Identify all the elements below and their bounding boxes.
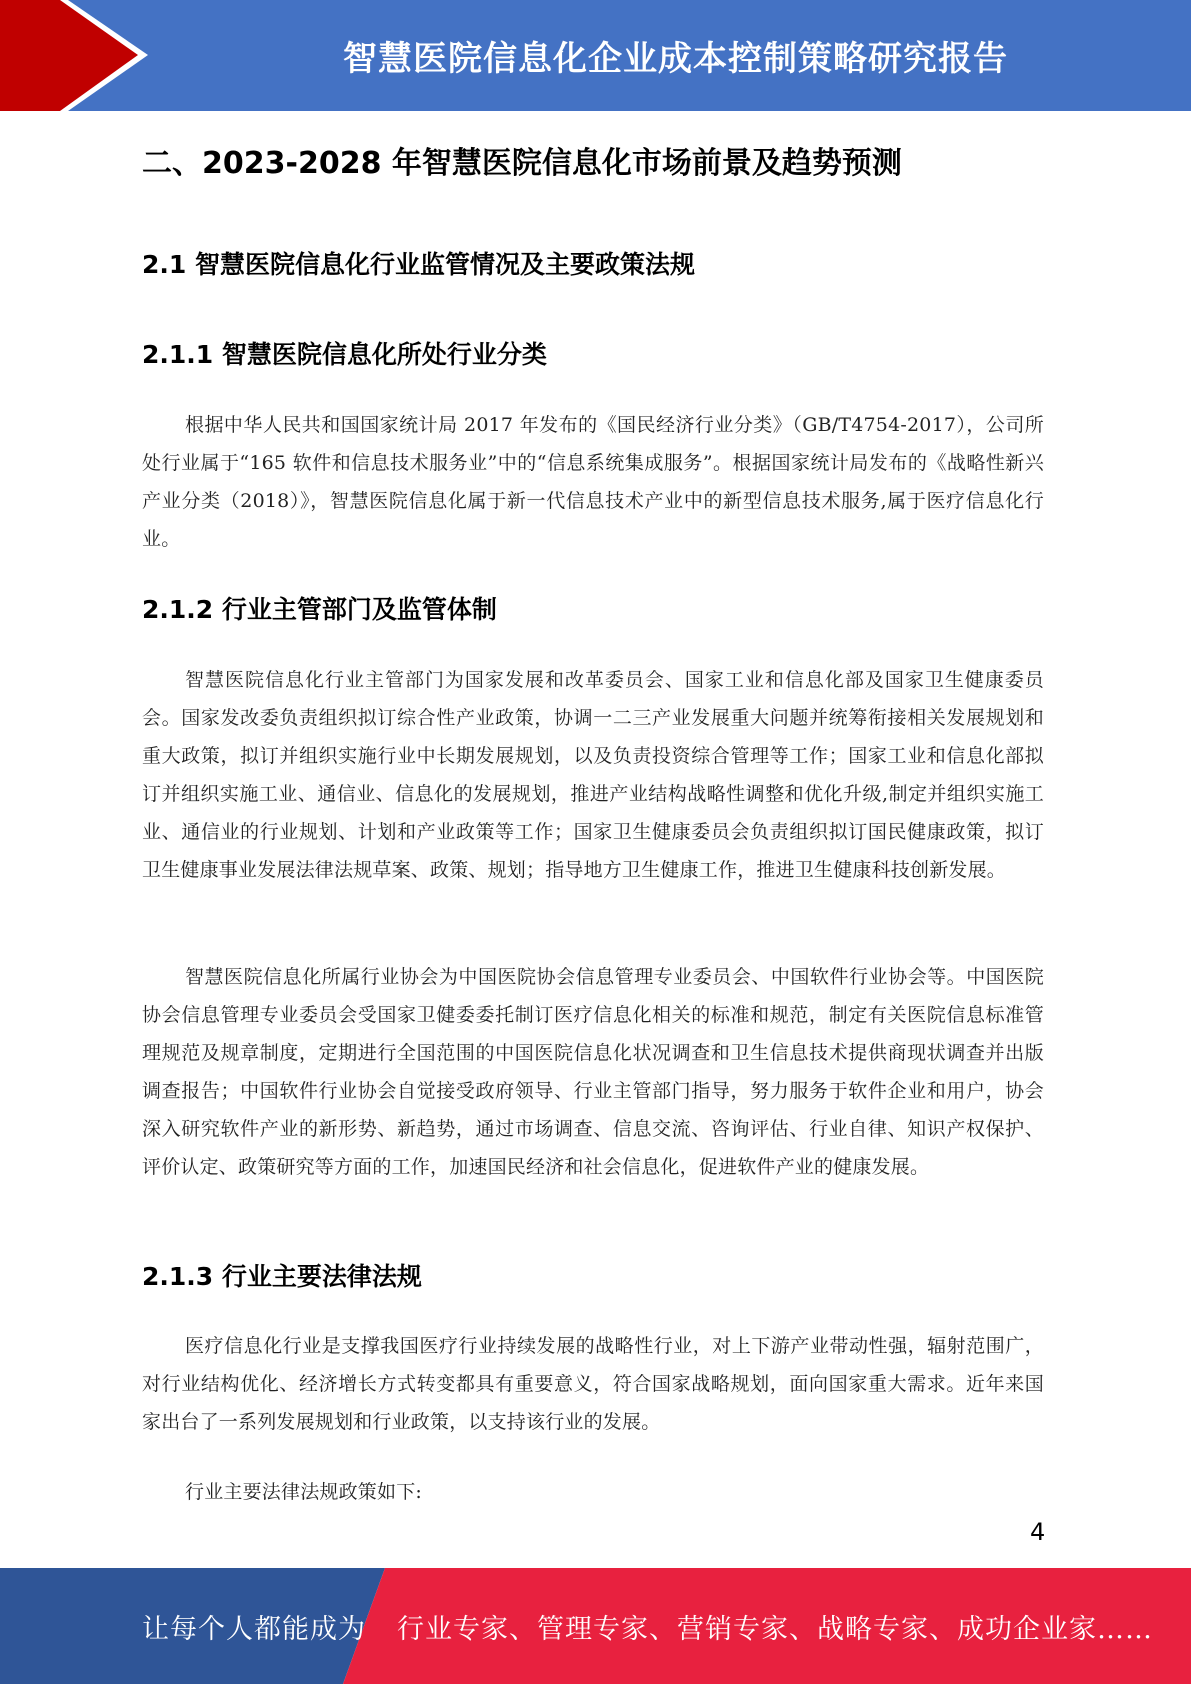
paragraph-2-1-1	[142, 406, 1044, 558]
subsection-2-1-3	[142, 1257, 1044, 1293]
subsection-2-1-2	[142, 590, 1044, 626]
paragraph-laws-regulations: 医疗信息化行业是支撑我国医疗行业持续发展的战略性行业，对上下游产业带动性强，辐射范围广，对行业结构优化、经济增长方式转变都具有重要意义，符合国家战略规划，面向国家重大需求。近年来国家出台了一系列发展规划和行业政策，以支持该行业的发展。	[142, 1335, 1044, 1433]
paragraph-2-1-2-b	[142, 958, 1044, 1186]
subsection-title-2-1: 2.1 智慧医院信息化行业监管情况及主要政策法规	[142, 250, 695, 279]
paragraph-industry-associations: 智慧医院信息化所属行业协会为中国医院协会信息管理专业委员会、中国软件行业协会等。中国医院协会信息管理专业委员会受国家卫健委委托制订医疗信息化相关的标准和规范，制定有关医院信息标准管理规范及规章制度，定期进行全国范围的中国医院信息化状况调查和卫生信息技术提供商现状调查并出版调查报告；中国软件行业协会自觉接受政府领导、行业主管部门指导，努力服务于软件企业和用户，协会深入研究软件产业的新形势、新趋势，通过市场调查、信息交流、咨询评估、行业自律、知识产权保护、评价认定、政策研究等方面的工作，加速国民经济和社会信息化，促进软件产业的健康发展。	[142, 966, 1044, 1178]
paragraph-2-1-3-b	[142, 1473, 1044, 1511]
page-footer	[0, 1568, 1191, 1684]
paragraph-2-1-3-a	[142, 1327, 1044, 1441]
paragraph-industry-classification: 根据中华人民共和国国家统计局 2017 年发布的《国民经济行业分类》（GB/T4754-2017），公司所处行业属于“165 软件和信息技术服务业”中的“信息系统集成服务”。根据国家统计局发布的《战略性新兴产业分类（2018）》，智慧医院信息化属于新一代信息技术产业中的新型信息技术服务,属于医疗信息化行业。	[142, 414, 1044, 550]
section-heading-block	[142, 138, 1044, 182]
footer-slogan-left: 让每个人都能成为	[142, 1613, 366, 1645]
subsection-2-1-1	[142, 335, 1044, 371]
page-header	[0, 0, 1191, 111]
subsection-title-2-1-2: 2.1.2 行业主管部门及监管体制	[142, 595, 497, 624]
page-number: 4	[1030, 1518, 1046, 1546]
paragraph-regulatory-authorities: 智慧医院信息化行业主管部门为国家发展和改革委员会、国家工业和信息化部及国家卫生健康委员会。国家发改委负责组织拟订综合性产业政策，协调一二三产业发展重大问题并统筹衔接相关发展规划和重大政策，拟订并组织实施行业中长期发展规划，以及负责投资综合管理等工作；国家工业和信息化部拟订并组织实施工业、通信业、信息化的发展规划，推进产业结构战略性调整和优化升级,制定并组织实施工业、通信业的行业规划、计划和产业政策等工作；国家卫生健康委员会负责组织拟订国民健康政策，拟订卫生健康事业发展法律法规草案、政策、规划；指导地方卫生健康工作，推进卫生健康科技创新发展。	[142, 669, 1044, 881]
report-title: 智慧医院信息化企业成本控制策略研究报告	[343, 39, 1008, 79]
paragraph-laws-list-intro: 行业主要法律法规政策如下:	[185, 1481, 423, 1503]
subsection-title-2-1-1: 2.1.1 智慧医院信息化所处行业分类	[142, 340, 547, 369]
section-title: 二、2023-2028 年智慧医院信息化市场前景及趋势预测	[142, 146, 902, 181]
subsection-title-2-1-3: 2.1.3 行业主要法律法规	[142, 1262, 422, 1291]
footer-slogan-right: 行业专家、管理专家、营销专家、战略专家、成功企业家……	[397, 1613, 1153, 1645]
paragraph-2-1-2-a	[142, 661, 1044, 889]
subsection-2-1	[142, 245, 1044, 281]
